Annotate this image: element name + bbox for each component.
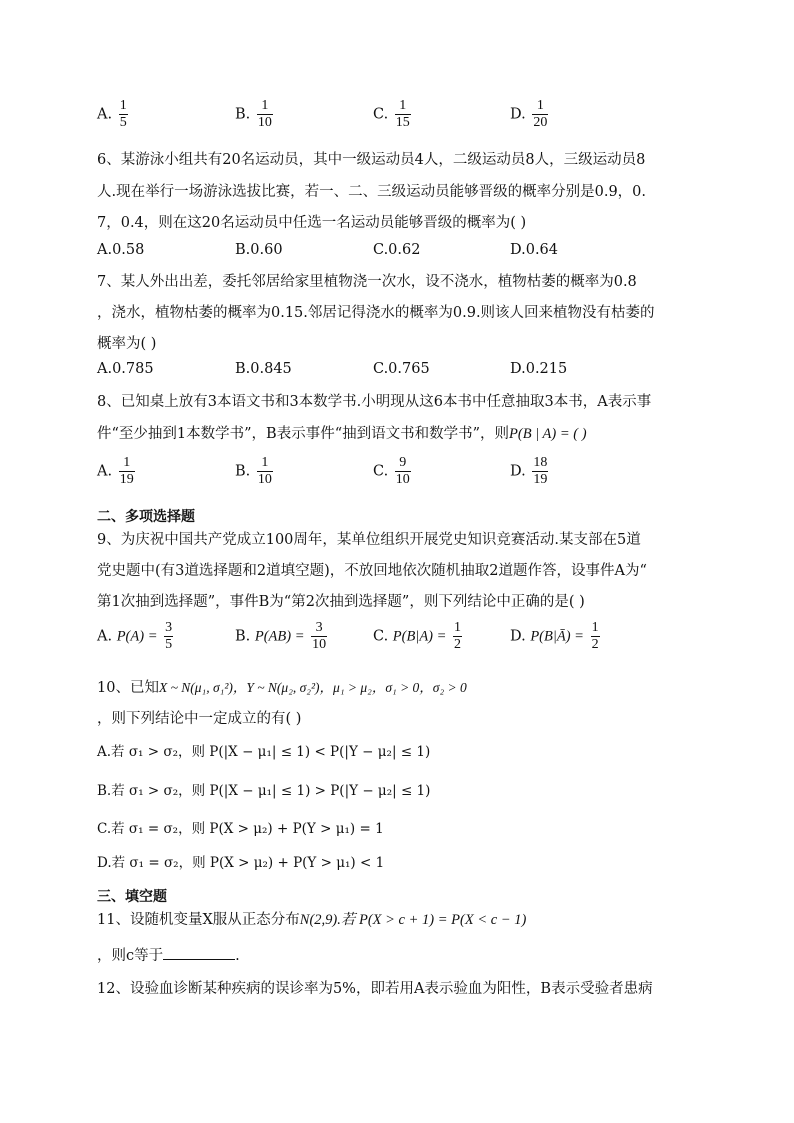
fraction: $\frac{1}{2}$ bbox=[591, 620, 599, 652]
fraction: $\frac{1}{10}$ bbox=[257, 455, 272, 487]
fraction: $\frac{1}{5}$ bbox=[119, 98, 127, 130]
q9-line-3: 第1次抽到选择题”，事件B为“第2次抽到选择题”，则下列结论中正确的是( ) bbox=[97, 594, 585, 610]
q9-option-b: B. P(AB) = $\frac{3}{10}$ bbox=[235, 620, 327, 652]
q10-option-a: A.若 σ₁ > σ₂，则 P(|X − μ₁| ≤ 1) < P(|Y − μ₂| ≤ 1) bbox=[97, 744, 431, 760]
q7-option-d: D.0.215 bbox=[510, 361, 568, 377]
q11-line-1-text: 11、设随机变量X服从正态分布 bbox=[97, 912, 300, 928]
q10-option-b: B.若 σ₁ > σ₂，则 P(|X − μ₁| ≤ 1) > P(|Y − μ₂| ≤ 1) bbox=[97, 783, 431, 799]
q8-option-c: C. $\frac{9}{10}$ bbox=[373, 455, 410, 487]
q8-option-a: A. $\frac{1}{19}$ bbox=[97, 455, 134, 487]
q10-line-2: ，则下列结论中一定成立的有( ) bbox=[97, 711, 302, 727]
q6-option-c: C.0.62 bbox=[373, 242, 421, 258]
fraction: $\frac{1}{19}$ bbox=[119, 455, 134, 487]
fraction: $\frac{1}{10}$ bbox=[257, 98, 272, 130]
q6-option-b: B.0.60 bbox=[235, 242, 283, 258]
q10-line-1-prefix: 10、已知 bbox=[97, 680, 159, 696]
q7-option-c: C.0.765 bbox=[373, 361, 430, 377]
q6-option-a: A.0.58 bbox=[97, 242, 145, 258]
q7-option-b: B.0.845 bbox=[235, 361, 292, 377]
q9-line-1: 9、为庆祝中国共产党成立100周年，某单位组织开展党史知识竞赛活动.某支部在5道 bbox=[97, 532, 641, 548]
fraction: $\frac{3}{5}$ bbox=[165, 620, 173, 652]
q5-option-b: B. $\frac{1}{10}$ bbox=[235, 98, 272, 130]
q7-line-3: 概率为( ) bbox=[97, 336, 157, 352]
section-heading-fill-blank: 三、填空题 bbox=[97, 889, 167, 905]
fraction: $\frac{3}{10}$ bbox=[312, 620, 327, 652]
answer-blank[interactable] bbox=[163, 945, 235, 960]
q8-option-b: B. $\frac{1}{10}$ bbox=[235, 455, 272, 487]
q5-option-d: D. $\frac{1}{20}$ bbox=[510, 98, 548, 130]
section-heading-multiple-choice: 二、多项选择题 bbox=[97, 509, 195, 525]
q11-line-1 bbox=[97, 908, 526, 929]
q10-line-1-math: X ~ N(μ₁, σ₁²)，Y ~ N(μ₂, σ₂²)，μ₁ > μ₂，σ₁ > 0，σ₂ > 0 bbox=[158, 680, 467, 695]
q8-line-2-math: P(B | A) = ( ) bbox=[509, 426, 587, 442]
q9-option-d: D. P(B|Ā) = $\frac{1}{2}$ bbox=[510, 620, 599, 652]
q9-option-c: C. P(B|A) = $\frac{1}{2}$ bbox=[373, 620, 462, 652]
fraction: $\frac{1}{2}$ bbox=[454, 620, 462, 652]
q7-line-2: ，浇水，植物枯萎的概率为0.15.邻居记得浇水的概率为0.9.则该人回来植物没有枯萎的 bbox=[97, 305, 655, 321]
q11-line-1-math: N(2,9).若 P(X > c + 1) = P(X < c − 1) bbox=[299, 912, 527, 928]
q10-option-d: D.若 σ₁ = σ₂，则 P(X > μ₂) + P(Y > μ₁) < 1 bbox=[97, 855, 385, 871]
q10-line-1 bbox=[97, 676, 467, 697]
q5-option-c: C. $\frac{1}{15}$ bbox=[373, 98, 410, 130]
q6-line-2: 人.现在举行一场游泳选拔比赛，若一、二、三级运动员能够晋级的概率分别是0.9，0. bbox=[97, 184, 647, 200]
q6-option-d: D.0.64 bbox=[510, 242, 559, 258]
q12-line-1: 12、设验血诊断某种疾病的误诊率为5%，即若用A表示验血为阳性，B表示受验者患病 bbox=[97, 981, 653, 997]
q8-option-d: D. $\frac{18}{19}$ bbox=[510, 455, 548, 487]
fraction: $\frac{1}{20}$ bbox=[533, 98, 548, 130]
q11-line-2 bbox=[97, 944, 240, 965]
q8-line-2-text: 件“至少抽到1本数学书”，B表示事件“抽到语文书和数学书”，则 bbox=[97, 426, 510, 442]
q8-line-1: 8、已知桌上放有3本语文书和3本数学书.小明现从这6本书中任意抽取3本书，A表示事 bbox=[97, 394, 652, 410]
q5-option-a: A. $\frac{1}{5}$ bbox=[97, 98, 127, 130]
fraction: $\frac{18}{19}$ bbox=[533, 455, 548, 487]
fraction: $\frac{1}{15}$ bbox=[395, 98, 410, 130]
q9-option-a: A. P(A) = $\frac{3}{5}$ bbox=[97, 620, 173, 652]
q11-line-2-prefix: ，则c等于 bbox=[97, 948, 164, 964]
q7-option-a: A.0.785 bbox=[97, 361, 154, 377]
fraction: $\frac{9}{10}$ bbox=[395, 455, 410, 487]
q6-line-1: 6、某游泳小组共有20名运动员，其中一级运动员4人，二级运动员8人，三级运动员8 bbox=[97, 152, 646, 168]
q8-line-2 bbox=[97, 422, 587, 443]
q11-line-2-suffix: . bbox=[235, 948, 240, 964]
q9-line-2: 党史题中(有3道选择题和2道填空题)，不放回地依次随机抽取2道题作答，设事件A为“ bbox=[97, 563, 647, 579]
q10-option-c: C.若 σ₁ = σ₂，则 P(X > μ₂) + P(Y > μ₁) = 1 bbox=[97, 821, 384, 837]
q7-line-1: 7、某人外出出差，委托邻居给家里植物浇一次水，设不浇水，植物枯萎的概率为0.8 bbox=[97, 274, 637, 290]
q6-line-3: 7，0.4，则在这20名运动员中任选一名运动员能够晋级的概率为( ) bbox=[97, 215, 527, 231]
